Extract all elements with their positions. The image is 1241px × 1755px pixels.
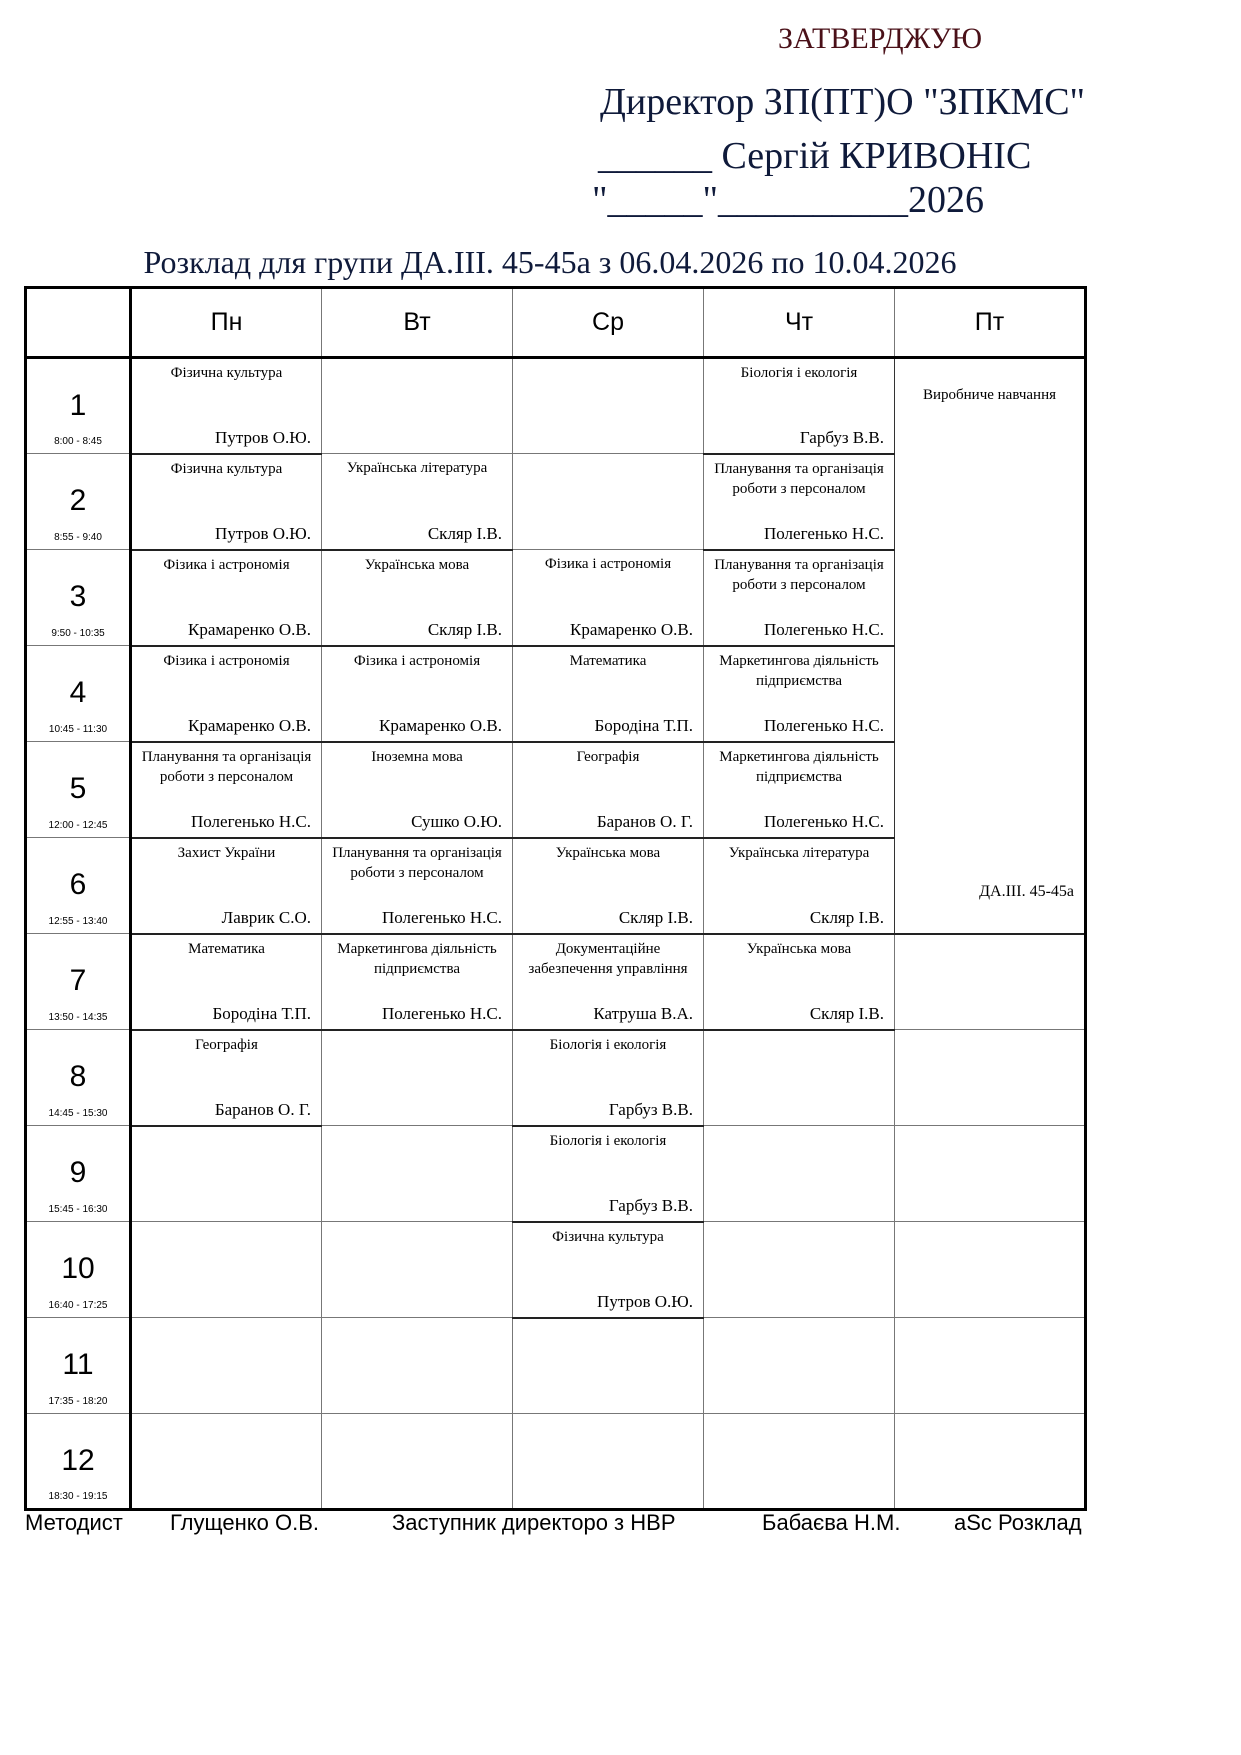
lesson-teacher: Сушко О.Ю. xyxy=(411,811,502,831)
lesson-cell-mon xyxy=(131,646,322,742)
empty-cell-fri xyxy=(895,1318,1086,1414)
deputy-label: Заступник директоро з НВР xyxy=(392,1510,676,1535)
period-time: 15:45 - 16:30 xyxy=(48,1204,108,1215)
lesson-subject: Планування та організація роботи з персоналом xyxy=(714,556,884,593)
period-number: 12 xyxy=(61,1444,95,1477)
lesson-teacher: Бородіна Т.П. xyxy=(594,715,693,735)
lesson-teacher: Баранов О. Г. xyxy=(214,1099,311,1119)
lesson-subject: Географія xyxy=(195,1036,258,1053)
period-cell xyxy=(26,358,131,454)
lesson-subject: Документаційне забезпечення управління xyxy=(528,940,688,977)
empty-cell-thu xyxy=(704,1318,895,1414)
lesson-cell-thu xyxy=(704,646,895,742)
lesson-subject: Біологія і екологія xyxy=(549,1036,667,1053)
period-row xyxy=(26,1030,1086,1126)
empty-cell-wed xyxy=(513,358,704,454)
period-time: 10:45 - 11:30 xyxy=(48,724,108,735)
lesson-teacher: Путров О.Ю. xyxy=(215,427,311,447)
empty-cell-fri xyxy=(895,1030,1086,1126)
empty-cell-fri xyxy=(895,1126,1086,1222)
lesson-teacher: Скляр І.В. xyxy=(809,1003,884,1023)
empty-cell-tue xyxy=(322,1126,513,1222)
period-row xyxy=(26,1318,1086,1414)
lesson-cell-thu xyxy=(704,454,895,550)
lesson-cell-wed xyxy=(513,550,704,646)
period-number: 1 xyxy=(69,389,87,422)
empty-cell-fri xyxy=(895,934,1086,1030)
lesson-subject: Географія xyxy=(576,748,640,765)
lesson-teacher: Полегенько Н.С. xyxy=(764,523,884,543)
lesson-teacher: Скляр І.В. xyxy=(809,907,884,927)
empty-cell-tue xyxy=(322,1318,513,1414)
empty-cell-tue xyxy=(322,1030,513,1126)
lesson-subject: Українська література xyxy=(346,460,488,476)
period-time: 13:50 - 14:35 xyxy=(48,1012,108,1023)
empty-cell-tue xyxy=(322,1414,513,1510)
lesson-subject: Фізика і астрономія xyxy=(163,556,290,573)
empty-cell-mon xyxy=(131,1318,322,1414)
lesson-subject: Фізична культура xyxy=(170,460,283,477)
period-row xyxy=(26,934,1086,1030)
lesson-cell-tue xyxy=(322,838,513,934)
period-time: 12:00 - 12:45 xyxy=(48,820,108,831)
lesson-teacher: Катруша В.А. xyxy=(593,1003,693,1023)
period-time: 17:35 - 18:20 xyxy=(48,1396,108,1407)
lesson-teacher: Полегенько Н.С. xyxy=(764,715,884,735)
period-number: 5 xyxy=(69,772,87,805)
empty-cell-wed xyxy=(513,1414,704,1510)
software-label: aSc Розклад xyxy=(954,1510,1082,1535)
period-row xyxy=(26,1414,1086,1510)
period-cell xyxy=(26,454,131,550)
lesson-subject: Маркетингова діяльність підприємства xyxy=(719,652,879,689)
lesson-subject: Біологія і екологія xyxy=(740,365,858,381)
lesson-teacher: Скляр І.В. xyxy=(427,619,502,639)
period-number: 3 xyxy=(69,580,87,613)
lesson-subject: Математика xyxy=(188,940,265,957)
lesson-cell-wed xyxy=(513,934,704,1030)
lesson-teacher: Скляр І.В. xyxy=(618,907,693,927)
friday-merged-cell xyxy=(895,358,1086,934)
lesson-subject: Планування та організація роботи з персоналом xyxy=(332,844,502,881)
empty-cell-wed xyxy=(513,454,704,550)
lesson-subject: Планування та організація роботи з персоналом xyxy=(714,460,884,497)
lesson-cell-thu xyxy=(704,742,895,838)
period-time: 12:55 - 13:40 xyxy=(48,916,108,927)
lesson-subject: Захист України xyxy=(177,844,276,861)
lesson-teacher: Гарбуз В.В. xyxy=(799,427,884,447)
lesson-cell-tue xyxy=(322,646,513,742)
lesson-subject: Маркетингова діяльність підприємства xyxy=(337,940,497,977)
lesson-subject: Фізика і астрономія xyxy=(163,652,290,669)
period-number: 8 xyxy=(69,1060,87,1093)
lesson-cell-mon xyxy=(131,358,322,454)
director-title: Директор ЗП(ПТ)О "ЗПКМС" xyxy=(600,81,1086,123)
day-header-mon: Пн xyxy=(131,288,322,358)
period-time: 8:00 - 8:45 xyxy=(54,436,102,447)
day-header-wed: Ср xyxy=(513,288,704,358)
lesson-cell-thu xyxy=(704,838,895,934)
period-time: 16:40 - 17:25 xyxy=(48,1300,108,1311)
lesson-cell-mon xyxy=(131,934,322,1030)
lesson-teacher: Полегенько Н.С. xyxy=(382,907,502,927)
lesson-teacher: Крамаренко О.В. xyxy=(570,619,693,639)
empty-cell-mon xyxy=(131,1414,322,1510)
lesson-teacher: Полегенько Н.С. xyxy=(764,811,884,831)
empty-cell-thu xyxy=(704,1414,895,1510)
empty-cell-thu xyxy=(704,1030,895,1126)
lesson-cell-wed xyxy=(513,742,704,838)
lesson-cell-mon xyxy=(131,1030,322,1126)
period-cell xyxy=(26,742,131,838)
lesson-subject: Українська мова xyxy=(364,556,470,573)
empty-cell-tue xyxy=(322,358,513,454)
methodist-name: Глущенко О.В. xyxy=(170,1510,319,1535)
period-number: 2 xyxy=(69,484,87,517)
empty-cell-mon xyxy=(131,1126,322,1222)
lesson-cell-thu xyxy=(704,550,895,646)
period-cell xyxy=(26,646,131,742)
period-cell xyxy=(26,934,131,1030)
lesson-teacher: Путров О.Ю. xyxy=(597,1291,693,1311)
lesson-teacher: Полегенько Н.С. xyxy=(764,619,884,639)
lesson-subject: Українська мова xyxy=(746,940,852,957)
lesson-teacher: Скляр І.В. xyxy=(427,523,502,543)
footer xyxy=(0,1510,1241,1540)
day-header-fri: Пт xyxy=(895,288,1086,358)
lesson-subject: Фізична культура xyxy=(552,1228,664,1245)
lesson-subject: Фізична культура xyxy=(170,365,283,381)
lesson-teacher: Путров О.Ю. xyxy=(215,523,311,543)
friday-group: ДА.ІІІ. 45-45а xyxy=(979,882,1074,900)
empty-cell-tue xyxy=(322,1222,513,1318)
lesson-cell-tue xyxy=(322,454,513,550)
lesson-teacher: Бородіна Т.П. xyxy=(212,1003,311,1023)
lesson-subject: Біологія і екологія xyxy=(549,1132,667,1149)
lesson-cell-tue xyxy=(322,550,513,646)
lesson-teacher: Крамаренко О.В. xyxy=(379,715,502,735)
period-number: 7 xyxy=(69,964,87,997)
period-time: 14:45 - 15:30 xyxy=(48,1108,108,1119)
lesson-cell-wed xyxy=(513,646,704,742)
lesson-cell-tue xyxy=(322,934,513,1030)
empty-cell-thu xyxy=(704,1126,895,1222)
lesson-subject: Маркетингова діяльність підприємства xyxy=(719,748,879,785)
period-number: 10 xyxy=(61,1252,95,1285)
lesson-cell-wed xyxy=(513,1126,704,1222)
lesson-subject: Математика xyxy=(569,652,647,669)
period-cell xyxy=(26,1030,131,1126)
period-time: 8:55 - 9:40 xyxy=(54,532,102,543)
period-row xyxy=(26,1222,1086,1318)
period-cell xyxy=(26,1126,131,1222)
lesson-teacher: Полегенько Н.С. xyxy=(191,811,311,831)
period-number: 9 xyxy=(69,1156,87,1189)
corner-cell xyxy=(26,288,131,358)
lesson-subject: Планування та організація роботи з персоналом xyxy=(141,748,312,785)
period-number: 6 xyxy=(69,868,87,901)
lesson-cell-mon xyxy=(131,454,322,550)
schedule-table xyxy=(24,286,1087,1511)
director-signature-line: ______ Сергій КРИВОНІС xyxy=(598,135,1032,177)
empty-cell-wed xyxy=(513,1318,704,1414)
period-time: 18:30 - 19:15 xyxy=(48,1491,108,1502)
lesson-cell-tue xyxy=(322,742,513,838)
lesson-cell-wed xyxy=(513,1030,704,1126)
lesson-subject: Фізика і астрономія xyxy=(544,556,672,572)
period-number: 4 xyxy=(69,676,87,709)
lesson-teacher: Гарбуз В.В. xyxy=(608,1099,693,1119)
lesson-cell-wed xyxy=(513,1222,704,1318)
lesson-cell-mon xyxy=(131,838,322,934)
lesson-teacher: Гарбуз В.В. xyxy=(608,1195,693,1215)
lesson-cell-wed xyxy=(513,838,704,934)
empty-cell-fri xyxy=(895,1222,1086,1318)
lesson-subject: Фізика і астрономія xyxy=(353,652,481,669)
lesson-cell-mon xyxy=(131,550,322,646)
lesson-teacher: Баранов О. Г. xyxy=(596,811,693,831)
period-row xyxy=(26,358,1086,454)
methodist-label: Методист xyxy=(25,1510,123,1535)
period-cell xyxy=(26,838,131,934)
period-cell xyxy=(26,1222,131,1318)
schedule-title: Розклад для групи ДА.ІІІ. 45-45а з 06.04.2026 по 10.04.2026 xyxy=(143,244,957,280)
lesson-teacher: Лаврик С.О. xyxy=(221,907,311,927)
period-cell xyxy=(26,550,131,646)
empty-cell-mon xyxy=(131,1222,322,1318)
lesson-subject: Українська література xyxy=(728,844,870,861)
lesson-subject: Іноземна мова xyxy=(371,748,463,765)
lesson-teacher: Крамаренко О.В. xyxy=(188,715,311,735)
period-cell xyxy=(26,1318,131,1414)
period-cell xyxy=(26,1414,131,1510)
lesson-cell-thu xyxy=(704,934,895,1030)
lesson-cell-thu xyxy=(704,358,895,454)
period-number: 11 xyxy=(62,1348,94,1381)
empty-cell-fri xyxy=(895,1414,1086,1510)
lesson-cell-mon xyxy=(131,742,322,838)
day-header-tue: Вт xyxy=(322,288,513,358)
period-time: 9:50 - 10:35 xyxy=(51,628,105,639)
empty-cell-thu xyxy=(704,1222,895,1318)
header-row xyxy=(26,288,1086,358)
friday-subject: Виробниче навчання xyxy=(922,387,1057,403)
approval-stamp: ЗАТВЕРДЖУЮ xyxy=(778,22,983,55)
day-header-thu: Чт xyxy=(704,288,895,358)
lesson-teacher: Полегенько Н.С. xyxy=(382,1003,502,1023)
deputy-name: Бабаєва Н.М. xyxy=(762,1510,901,1535)
period-row xyxy=(26,1126,1086,1222)
lesson-subject: Українська мова xyxy=(555,844,661,861)
lesson-teacher: Крамаренко О.В. xyxy=(188,619,311,639)
approval-date-line: "_____"__________2026 xyxy=(592,179,985,221)
